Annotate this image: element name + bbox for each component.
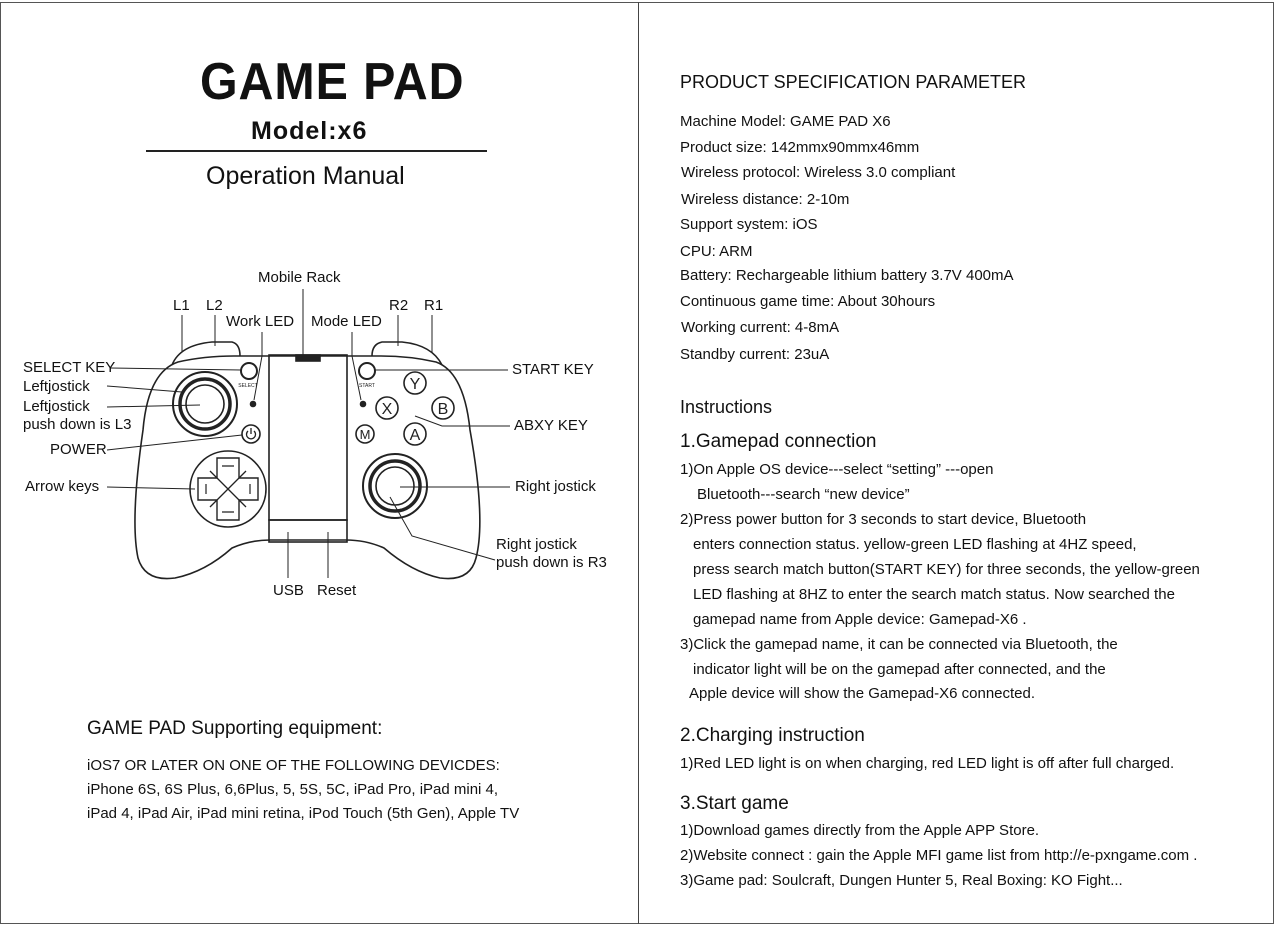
dpad-diagonals [210, 471, 246, 507]
label-work-led: Work LED [226, 313, 295, 330]
m-button-letter: M [359, 427, 371, 442]
instruction-line: LED flashing at 8HZ to enter the search match status. Now searched the [693, 586, 1175, 603]
label-power: POWER [50, 441, 107, 458]
instruction-line: 1)Red LED light is on when charging, red LED light is off after full charged. [680, 755, 1175, 772]
instruction-line: 1)On Apple OS device---select “setting” ---open [680, 461, 994, 478]
right-joystick-mid [370, 461, 420, 511]
label-l1: L1 [173, 297, 190, 314]
instruction-line: 2)Website connect : gain the Apple MFI game list from http://e-pxngame.com . [680, 847, 1198, 864]
instruction-line: indicator light will be on the gamepad after connected, and the [693, 661, 1106, 678]
instruction-line: gamepad name from Apple device: Gamepad-X6 . [693, 611, 1027, 628]
right-joystick-inner [376, 467, 414, 505]
phone-holder-base [269, 520, 347, 542]
label-arrow-keys: Arrow keys [25, 478, 100, 495]
leader-left-joystick [107, 386, 182, 392]
label-mode-led: Mode LED [311, 313, 382, 330]
instruction-line: 3)Game pad: Soulcraft, Dungen Hunter 5, Real Boxing: KO Fight... [680, 872, 1123, 889]
label-left-joystick-push-1: Leftjostick [23, 398, 90, 415]
spec-item: CPU: ARM [680, 243, 753, 260]
label-right-joystick: Right jostick [515, 478, 596, 495]
mobile-rack-clip [296, 355, 320, 361]
instructions-title: Instructions [680, 397, 773, 417]
leader-arrow-keys [107, 487, 195, 489]
instruction-line: press search match button(START KEY) for three seconds, the yellow-green [693, 561, 1200, 578]
spec-item: Continuous game time: About 30hours [680, 293, 936, 310]
tiny-select-text: SELECT [238, 383, 258, 389]
select-button-shape [241, 363, 257, 379]
label-start-key: START KEY [512, 361, 594, 378]
supporting-line: iOS7 OR LATER ON ONE OF THE FOLLOWING DEVICDES: [87, 757, 500, 774]
label-left-joystick: Leftjostick [23, 378, 90, 395]
b-button-letter: B [437, 401, 449, 418]
label-abxy-key: ABXY KEY [514, 417, 588, 434]
label-right-joystick-push-1: Right jostick [496, 536, 577, 553]
start-button-shape [359, 363, 375, 379]
label-right-joystick-push-2: push down is R3 [496, 554, 607, 571]
power-symbol [247, 428, 256, 439]
label-l2: L2 [206, 297, 223, 314]
x-button-letter: X [381, 401, 393, 418]
spec-item: Product size: 142mmx90mmx46mm [680, 139, 920, 156]
tiny-start-text: START [359, 383, 375, 389]
label-select-key: SELECT KEY [23, 359, 116, 376]
label-mobile-rack: Mobile Rack [258, 269, 341, 286]
work-led-dot [251, 402, 256, 407]
manual-title: GAME PAD [200, 53, 465, 111]
spec-item: Wireless protocol: Wireless 3.0 compliant [681, 164, 956, 181]
section-title: 1.Gamepad connection [680, 431, 877, 452]
left-joystick-inner [186, 385, 224, 423]
leader-power [107, 435, 242, 450]
phone-holder-top [269, 355, 347, 520]
label-r1: R1 [424, 297, 444, 314]
label-usb: USB [273, 582, 304, 599]
spec-title: PRODUCT SPECIFICATION PARAMETER [680, 72, 1027, 92]
instruction-line: enters connection status. yellow-green LED flashing at 4HZ speed, [693, 536, 1137, 553]
right-joystick-outer [363, 454, 427, 518]
section-title: 3.Start game [680, 793, 789, 814]
supporting-title: GAME PAD Supporting equipment: [87, 718, 383, 739]
instruction-line: 3)Click the gamepad name, it can be connected via Bluetooth, the [680, 636, 1118, 653]
spec-item: Battery: Rechargeable lithium battery 3.7V 400mA [680, 267, 1014, 284]
instruction-line: Apple device will show the Gamepad-X6 connected. [689, 685, 1036, 702]
spec-item: Working current: 4-8mA [681, 319, 840, 336]
section-title: 2.Charging instruction [680, 725, 865, 746]
spec-item: Support system: iOS [680, 216, 818, 233]
a-button-letter: A [409, 427, 421, 444]
leader-abxy [415, 416, 510, 426]
leader-select [110, 368, 241, 370]
supporting-line: iPad 4, iPad Air, iPad mini retina, iPod Touch (5th Gen), Apple TV [87, 805, 520, 822]
label-r2: R2 [389, 297, 409, 314]
instruction-line: 1)Download games directly from the Apple APP Store. [680, 822, 1040, 839]
manual-subtitle: Operation Manual [206, 162, 405, 190]
mode-led-dot [361, 402, 366, 407]
model-name: Model:x6 [251, 117, 368, 145]
instruction-line: 2)Press power button for 3 seconds to start device, Bluetooth [680, 511, 1087, 528]
spec-item: Standby current: 23uA [680, 346, 830, 363]
supporting-line: iPhone 6S, 6S Plus, 6,6Plus, 5, 5S, 5C, iPad Pro, iPad mini 4, [87, 781, 499, 798]
spec-item: Wireless distance: 2-10m [681, 191, 850, 208]
spec-item: Machine Model: GAME PAD X6 [680, 113, 891, 130]
gamepad-diagram [0, 0, 640, 620]
label-left-joystick-push-2: push down is L3 [23, 416, 132, 433]
left-joystick-mid [180, 379, 230, 429]
label-reset: Reset [317, 582, 357, 599]
y-button-letter: Y [409, 376, 421, 393]
instruction-line: Bluetooth---search “new device” [697, 486, 910, 503]
left-joystick-outer [173, 372, 237, 436]
